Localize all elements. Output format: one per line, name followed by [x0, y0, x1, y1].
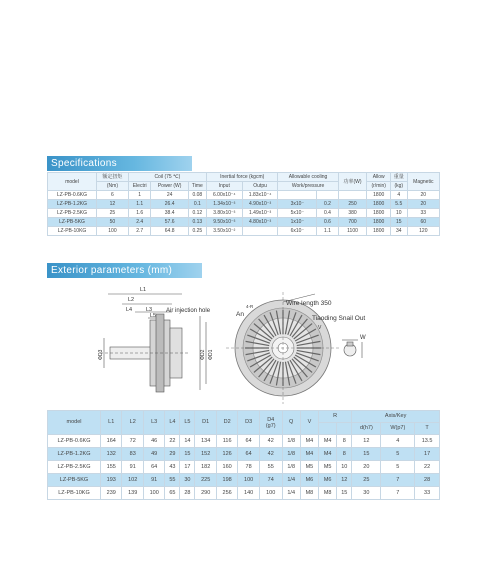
ext-cell: 182	[195, 461, 216, 474]
spec-cell	[338, 191, 367, 200]
ext-cell: 5	[381, 461, 415, 474]
ext-cell: M8	[300, 487, 318, 500]
spec-cell: 0.2	[317, 200, 338, 209]
spec-cell: 60	[407, 218, 439, 227]
ext-cell: 33	[415, 487, 440, 500]
ext-cell: 1/8	[282, 461, 300, 474]
spec-header-inertial: Inertial force (kgcm)	[206, 173, 278, 182]
ext-header-l5: L5	[180, 411, 195, 435]
ext-cell: 91	[143, 474, 164, 487]
ext-cell: 5	[381, 448, 415, 461]
spec-header-allowable: Allowable cooling	[278, 173, 338, 182]
ext-cell: 100	[143, 487, 164, 500]
spec-cell: 2.7	[128, 227, 151, 236]
specifications-table	[47, 172, 440, 236]
ext-header-r-a	[319, 423, 337, 435]
ext-cell: 55	[259, 461, 282, 474]
spec-header-weight-unit: (kg)	[390, 182, 407, 191]
ext-cell: 8	[337, 448, 352, 461]
ext-cell: 140	[238, 487, 259, 500]
ext-cell: 1/8	[282, 448, 300, 461]
ext-cell-model: LZ-PB-2.5KG	[48, 461, 101, 474]
ext-header-l1: L1	[101, 411, 122, 435]
spec-cell: 700	[338, 218, 367, 227]
ext-cell: 164	[101, 435, 122, 448]
spec-cell: 33	[407, 209, 439, 218]
spec-header-coil-power: Power (W)	[151, 182, 188, 191]
ext-cell: 64	[143, 461, 164, 474]
spec-header-inertial-output: Outpu	[242, 182, 278, 191]
exterior-table-row	[48, 435, 440, 448]
spec-header-magnetic: Magnetic	[407, 173, 439, 191]
ext-cell-model: LZ-PB-10KG	[48, 487, 101, 500]
ext-cell: M6	[319, 474, 337, 487]
ext-cell: 152	[195, 448, 216, 461]
ext-header-d4: D4 (g7)	[259, 411, 282, 435]
spec-cell	[242, 227, 278, 236]
spec-cell: 6.00x10⁻⁴	[206, 191, 242, 200]
spec-cell: 1.1	[128, 200, 151, 209]
ext-header-l2: L2	[122, 411, 143, 435]
spec-cell: 26.4	[151, 200, 188, 209]
spec-table-row	[48, 218, 440, 227]
spec-cell: 1800	[367, 209, 390, 218]
ext-header-w-p7: W(p7)	[381, 423, 415, 435]
front-view-drawing	[226, 292, 340, 404]
spec-cell: 6x10⁻	[278, 227, 317, 236]
ext-cell: 134	[195, 435, 216, 448]
ext-cell-model: LZ-PB-0.6KG	[48, 435, 101, 448]
ext-cell: 42	[259, 448, 282, 461]
ext-cell: 49	[143, 448, 164, 461]
ext-cell: 15	[337, 487, 352, 500]
ext-header-d3: D3	[238, 411, 259, 435]
ext-cell: 28	[180, 487, 195, 500]
ext-header-r: R	[319, 411, 352, 423]
ext-cell: 78	[238, 461, 259, 474]
wire-length-label: Wire length 350	[286, 300, 332, 307]
spec-cell: 10	[390, 209, 407, 218]
spec-cell: 57.6	[151, 218, 188, 227]
spec-cell: 3.80x10⁻³	[206, 209, 242, 218]
ext-cell: 4	[381, 435, 415, 448]
spec-cell: 12	[97, 200, 129, 209]
spec-cell	[278, 191, 317, 200]
spec-cell: 3.50x10⁻²	[206, 227, 242, 236]
ext-cell: 43	[165, 461, 180, 474]
spec-cell: 9.50x10⁻³	[206, 218, 242, 227]
spec-header-power: 功率(W)	[338, 173, 367, 191]
spec-cell: 4.80x10⁻³	[242, 218, 278, 227]
ext-cell: 15	[352, 448, 381, 461]
spec-cell: 5.5	[390, 200, 407, 209]
dim-label-d2: ΦD2	[200, 349, 206, 360]
spec-cell-model: LZ-PB-2.5KG	[48, 209, 97, 218]
spec-header-torque-unit: (Nm)	[97, 182, 129, 191]
ext-cell: 100	[259, 487, 282, 500]
ext-cell: 17	[180, 461, 195, 474]
spec-cell: 1.6	[128, 209, 151, 218]
ext-cell: 46	[143, 435, 164, 448]
spec-header-coil-time: Time	[188, 182, 206, 191]
spec-cell: 34	[390, 227, 407, 236]
ext-cell: 239	[101, 487, 122, 500]
spec-cell: 1x10⁻	[278, 218, 317, 227]
spec-cell: 25	[97, 209, 129, 218]
spec-cell: 0.1	[188, 200, 206, 209]
ext-cell: 116	[216, 435, 237, 448]
spec-cell: 64.8	[151, 227, 188, 236]
spec-cell: 1800	[367, 200, 390, 209]
air-hole-label: Air injection hole	[166, 308, 211, 314]
ext-cell: 1/4	[282, 474, 300, 487]
ext-cell: 12	[337, 474, 352, 487]
ext-cell: 22	[165, 435, 180, 448]
spec-cell: 1800	[367, 218, 390, 227]
spec-cell: 250	[338, 200, 367, 209]
specifications-title: Specifications	[47, 156, 192, 171]
spec-cell: 1100	[338, 227, 367, 236]
spec-cell: 1	[128, 191, 151, 200]
spec-cell-model: LZ-PB-1.2KG	[48, 200, 97, 209]
ext-cell: 65	[165, 487, 180, 500]
ext-cell: 7	[381, 487, 415, 500]
dim-label-l1: L1	[140, 287, 147, 293]
ext-cell: M4	[300, 448, 318, 461]
ext-cell: M4	[319, 435, 337, 448]
spec-header-inertial-input: Input	[206, 182, 242, 191]
ext-cell: M5	[319, 461, 337, 474]
exterior-table-row	[48, 487, 440, 500]
ext-cell: 139	[122, 487, 143, 500]
spec-header-coil: Coil (75 ℃)	[128, 173, 206, 182]
spec-cell: 0.4	[317, 209, 338, 218]
ext-cell: 256	[216, 487, 237, 500]
ext-cell: 290	[195, 487, 216, 500]
spec-cell: 100	[97, 227, 129, 236]
spec-cell: 380	[338, 209, 367, 218]
ext-cell: 8	[337, 435, 352, 448]
ext-cell: 1/8	[282, 435, 300, 448]
ext-cell: M8	[319, 487, 337, 500]
exterior-table	[47, 410, 440, 500]
dim-label-l5: L5	[150, 313, 157, 319]
ext-cell-model: LZ-PB-1.2KG	[48, 448, 101, 461]
dim-label-d3: ΦD3	[98, 349, 104, 360]
dim-label-l2: L2	[128, 297, 135, 303]
ext-header-l3: L3	[143, 411, 164, 435]
spec-cell: 1.1	[317, 227, 338, 236]
ext-cell: 64	[238, 435, 259, 448]
spec-cell-model: LZ-PB-10KG	[48, 227, 97, 236]
ext-cell: 102	[122, 474, 143, 487]
ext-header-t: T	[415, 423, 440, 435]
ext-header-v: V	[300, 411, 318, 435]
exterior-table-row	[48, 448, 440, 461]
spec-cell: 3x10⁻	[278, 200, 317, 209]
spec-cell: 1.34x10⁻³	[206, 200, 242, 209]
spec-cell: 38.4	[151, 209, 188, 218]
ext-header-d1: D1	[195, 411, 216, 435]
ext-cell: 155	[101, 461, 122, 474]
ext-cell: M4	[319, 448, 337, 461]
ext-cell: 160	[216, 461, 237, 474]
ext-cell: M5	[300, 461, 318, 474]
ext-cell: 74	[259, 474, 282, 487]
spec-header-rated-torque: 额定扭矩	[97, 173, 129, 182]
spec-cell: 0.25	[188, 227, 206, 236]
spec-cell: 0.13	[188, 218, 206, 227]
ext-header-l4: L4	[165, 411, 180, 435]
spec-cell: 0.12	[188, 209, 206, 218]
spec-cell: 0.6	[317, 218, 338, 227]
ext-cell: 20	[352, 461, 381, 474]
spec-cell: 0.08	[188, 191, 206, 200]
ext-cell: 15	[180, 448, 195, 461]
spec-cell: 6	[97, 191, 129, 200]
ext-header-d2: D2	[216, 411, 237, 435]
ext-header-q: Q	[282, 411, 300, 435]
spec-table-row	[48, 227, 440, 236]
ext-cell: 42	[259, 435, 282, 448]
spec-cell: 120	[407, 227, 439, 236]
exterior-title: Exterior parameters (mm)	[47, 263, 202, 278]
spec-cell	[317, 191, 338, 200]
spec-cell: 20	[407, 200, 439, 209]
ext-cell: 29	[165, 448, 180, 461]
ext-cell-model: LZ-PB-5KG	[48, 474, 101, 487]
tiaoding-label: Tiaoding Snail Out	[312, 315, 366, 322]
ext-header-d-h7: d(h7)	[352, 423, 381, 435]
ext-cell: M4	[300, 435, 318, 448]
ext-cell: 7	[381, 474, 415, 487]
spec-cell: 50	[97, 218, 129, 227]
spec-cell: 2.4	[128, 218, 151, 227]
spec-header-rotation-unit: (r/min)	[367, 182, 390, 191]
exterior-drawing	[0, 282, 480, 422]
spec-cell: 5x10⁻	[278, 209, 317, 218]
ext-cell: 225	[195, 474, 216, 487]
ext-cell: 12	[352, 435, 381, 448]
spec-cell: 15	[390, 218, 407, 227]
ext-cell: 72	[122, 435, 143, 448]
ext-cell: 28	[415, 474, 440, 487]
ext-header-model: model	[48, 411, 101, 435]
an-label: An	[236, 311, 244, 318]
ext-cell: 10	[337, 461, 352, 474]
dim-label-l3: L3	[146, 307, 153, 313]
exterior-table-row	[48, 474, 440, 487]
ext-cell: 1/4	[282, 487, 300, 500]
ext-cell: 126	[216, 448, 237, 461]
ext-cell: 25	[352, 474, 381, 487]
ext-cell: 30	[180, 474, 195, 487]
spec-cell: 24	[151, 191, 188, 200]
dim-label-d1: ΦD1	[208, 349, 214, 360]
spec-table-row	[48, 200, 440, 209]
ext-cell: 30	[352, 487, 381, 500]
spec-cell: 1.83x10⁻⁴	[242, 191, 278, 200]
ext-cell: 132	[101, 448, 122, 461]
ext-header-axis-key: Axis/Key	[352, 411, 440, 423]
dim-label-l4: L4	[126, 307, 133, 313]
ext-cell: 13.5	[415, 435, 440, 448]
spec-header-model: model	[48, 173, 97, 191]
spec-cell: 1800	[367, 191, 390, 200]
spec-header-work-pressure: Work/pressure	[278, 182, 338, 191]
ext-cell: 14	[180, 435, 195, 448]
ext-cell: M6	[300, 474, 318, 487]
ext-cell: 193	[101, 474, 122, 487]
ext-cell: 100	[238, 474, 259, 487]
ext-header-r-b	[337, 423, 352, 435]
exterior-table-row	[48, 461, 440, 474]
spec-header-rotation: Allow	[367, 173, 390, 182]
spec-cell-model: LZ-PB-5KG	[48, 218, 97, 227]
spec-cell: 1800	[367, 227, 390, 236]
ext-cell: 198	[216, 474, 237, 487]
ext-cell: 17	[415, 448, 440, 461]
ext-cell: 91	[122, 461, 143, 474]
spec-header-weight: 重量	[390, 173, 407, 182]
spec-header-coil-electri: Electri	[128, 182, 151, 191]
spec-cell: 4	[390, 191, 407, 200]
key-label-w: W	[360, 335, 366, 341]
key-label-v: V	[318, 325, 322, 331]
spec-cell: 1.49x10⁻³	[242, 209, 278, 218]
key-detail-drawing	[342, 340, 362, 358]
spec-table-row	[48, 191, 440, 200]
spec-table-row	[48, 209, 440, 218]
spec-cell-model: LZ-PB-0.6KG	[48, 191, 97, 200]
spec-cell: 4.90x10⁻³	[242, 200, 278, 209]
ext-cell: 64	[238, 448, 259, 461]
ext-cell: 83	[122, 448, 143, 461]
ext-cell: 55	[165, 474, 180, 487]
ext-cell: 22	[415, 461, 440, 474]
r-angle-label: 4-R	[246, 304, 254, 309]
spec-cell: 20	[407, 191, 439, 200]
